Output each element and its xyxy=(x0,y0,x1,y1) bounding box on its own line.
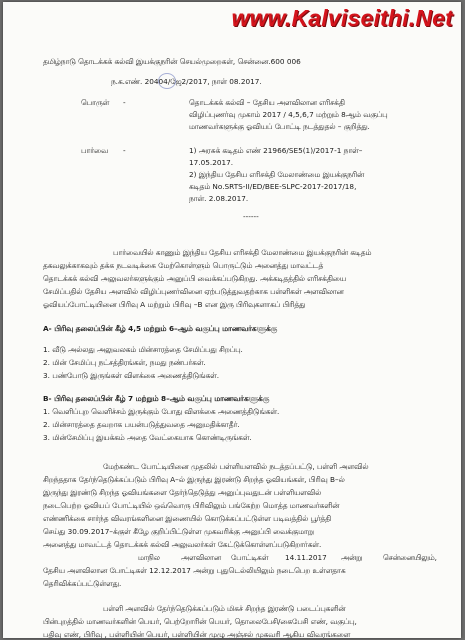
state-line-date: 14.11.2017 xyxy=(285,553,327,562)
section-b-heading: B- பிரிவு தலைப்பின் கீழ் 7 மற்றும் 8–ஆம் வகுப்பு மாணவர்களுக்கு xyxy=(43,394,270,403)
state-line-word: மாநில xyxy=(138,553,160,562)
office-header: தமிழ்நாடு தொடக்கக் கல்வி இயக்குநரின் செயல்முறைகள், சென்னை.600 006 xyxy=(43,57,301,66)
watermark: www.Kalviseithi.Net xyxy=(231,5,453,31)
reference-line: கடிதம் No.SRTS-II/ED/BEE-SLPC-2017-2017/18, xyxy=(189,182,357,191)
reference-line: நாள். 2.08.2017. xyxy=(189,194,249,203)
paragraph-line: தகவலுக்காகவும் தக்க நடவடிக்கை மேற்கொள்ளும் பொருட்டும் அனைத்து மாவட்டத் xyxy=(43,261,324,270)
paragraph-line: தெரிவிக்கப்பட்டுள்ளது. xyxy=(43,579,122,588)
paragraph-line: தேசிய அளவிலான போட்டிகள் 12.12.2017 அன்று புதுடெல்லியிலும் நடைபெற உள்ளதாக xyxy=(43,566,346,575)
reference-line: 2) இந்திய தேசிய எரிசக்தி மேலாண்மை இயக்குநரின் xyxy=(189,170,365,179)
section-b-item: 3. மின்சேமிப்பு இயக்கம் அதை வேட்கையாக கொண்டிருங்கள். xyxy=(43,433,252,442)
paragraph-line: இருந்து இரண்டு சிறந்த ஓவியங்களை தேர்ந்தெடுத்து அனுப்புவதுடன் பள்ளியளவில் xyxy=(43,488,322,497)
section-b-item: 2. மின்சாரத்தை தவறாக பயன்படுத்துவதை அனுமதிக்காதீர். xyxy=(43,420,240,429)
reference-label: பார்வை xyxy=(81,146,108,155)
state-line-word: அன்று xyxy=(341,553,363,562)
subject-separator: - xyxy=(123,98,126,107)
subject-line: தொடக்கக் கல்வி – தேசிய அளவிலான எரிசக்தி xyxy=(189,98,345,107)
reference-line: 17.05.2017. xyxy=(189,158,234,167)
paragraph-line: மேற்கண்ட போட்டியினை முதலில் பள்ளியளவில் நடத்தப்பட்டு, பள்ளி அளவில் xyxy=(103,462,369,471)
section-a-item: 3. பண்போடு இருங்கள் விளக்கை அணைத்திடுங்கள். xyxy=(43,371,220,380)
section-a-heading: A- பிரிவு தலைப்பின் கீழ் 4,5 மற்றும் 6–ஆம் வகுப்பு மாணவர்களுக்கு xyxy=(43,324,278,333)
section-a-item: 2. மின் சேமிப்பு நட்சத்திரங்கள், நமது நண்பர்கள். xyxy=(43,358,206,367)
reference-number: ந.க.எண். 20404/ஜே2/2017, நாள் 08.2017. xyxy=(111,77,262,86)
paragraph-line: நடைபெற்ற ஓவியப் போட்டியில் ஒவ்வொரு பிரிவிலும் பங்கேற்ற மொத்த மாணவர்களின் xyxy=(43,501,340,510)
section-b-item: 1. வெளிப்புற வெளிச்சம் இருக்கும் போது விளக்கை அணைத்திடுங்கள். xyxy=(43,407,280,416)
subject-line: விழிப்புணர்வு முகாம் 2017 / 4,5,6,7 மற்றும் 8ஆம் வகுப்பு xyxy=(189,110,388,119)
ink-stamp-mark xyxy=(158,73,176,89)
document-page xyxy=(3,2,461,638)
paragraph-line: பின்புறத்தில் மாணவர்களின் பெயர், பெற்றோரின் பெயர், தொலைபேசி/கைபேசி எண், வகுப்பு, xyxy=(43,617,357,626)
paragraph-line: ஓவியப்போட்டியினை பிரிவு A மற்றும் பிரிவு –B என இரு பிரிவுகளாகப் பிரித்து xyxy=(43,300,306,309)
state-line-word: போட்டிகள் xyxy=(231,553,269,562)
state-line-word: அளவிலான xyxy=(181,553,221,562)
paragraph-line: பள்ளி அளவில் தேர்ந்தெடுக்கப்படும் மிகச் சிறந்த இரண்டு படைப்புகளின் xyxy=(103,604,346,613)
paragraph-line: பதிவு எண், பிரிவு , பள்ளியின் பெயர், பள்ளியின் முழு அஞ்சல் முகவரி ஆகிய விவரங்களை xyxy=(43,630,351,638)
paragraph-line: சேமிப்பதில் தேசிய அளவில் விழிப்புணர்வினை ஏற்படுத்துவதற்காக பள்ளிகள் அளவிலான xyxy=(43,287,344,296)
paragraph-line: தொடக்கக் கல்வி அலுவலர்களுக்கும் அனுப்பி வைக்கப்படுகிறது. அக்கடிதத்தில் எரிசக்தியை xyxy=(43,274,346,283)
paragraph-line: பார்வையில் காணும் இந்திய தேசிய எரிசக்தி மேலாண்மை இயக்குநரின் கடிதம் xyxy=(113,248,372,257)
divider-dashes: ------ xyxy=(243,212,259,221)
reference-line: 1) அரசுக் கடிதம் எண் 21966/SE5(1)/2017-1 நாள்– xyxy=(189,146,363,155)
state-line-word: சென்னையிலும், xyxy=(383,553,437,562)
paragraph-line: சிறந்ததாக தேர்ந்தெடுக்கப்படும் பிரிவு A–ல் இருந்து இரண்டு சிறந்த ஓவியங்கள், பிரிவு B–ல் xyxy=(43,475,345,484)
paragraph-line: எண்ணிக்கை சார்ந்த விவரங்களினை இணையில் கொடுக்கப்பட்டுள்ள படிவத்தில் பூர்த்தி xyxy=(43,514,332,523)
section-a-item: 1. வீடு அல்லது அலுவலகம் மின்சாரத்தை சேமிப்பது சிறப்பு. xyxy=(43,345,243,354)
subject-line: மாணவர்களுக்கு ஓவியப் போட்டி நடத்துதல் – குறித்து. xyxy=(189,122,370,131)
paragraph-line: அனைத்து மாவட்டத் தொடக்கக் கல்வி அலுவலர்கள் கேட்டுக்கொள்ளப்படுகிறார்கள். xyxy=(43,540,322,549)
reference-separator: - xyxy=(123,146,126,155)
subject-label: பொருள் xyxy=(81,98,110,107)
paragraph-line: செய்து 30.09.2017–க்குள் கீழே குறிப்பிட்டுள்ள முகவரிக்கு அனுப்பி வைக்குமாறு xyxy=(43,527,314,536)
